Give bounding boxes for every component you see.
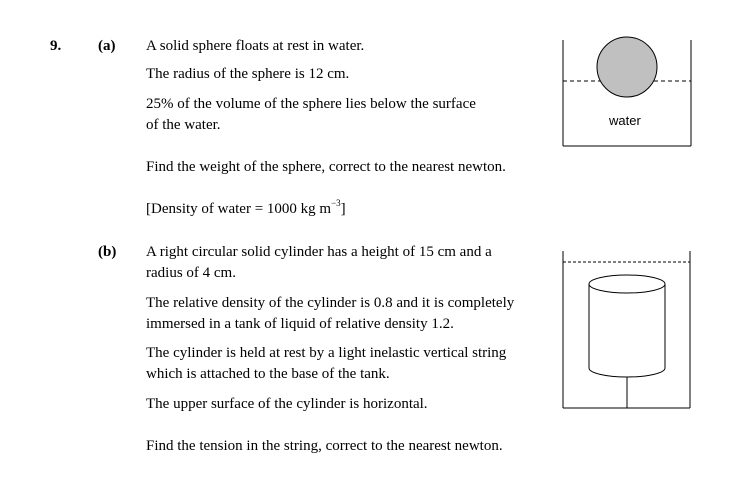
sphere: [597, 37, 657, 97]
water-label: water: [609, 113, 641, 128]
part-b-line-6: which is attached to the base of the tank.: [146, 366, 390, 382]
part-b-line-1: A right circular solid cylinder has a height of 15 cm and a: [146, 244, 492, 260]
part-a-line-3: 25% of the volume of the sphere lies below the surface: [146, 96, 476, 112]
cylinder-bottom: [589, 368, 665, 377]
part-a-line-1: A solid sphere floats at rest in water.: [146, 38, 365, 54]
part-a-question: Find the weight of the sphere, correct to the nearest newton.: [146, 159, 506, 175]
part-a-label: (a): [98, 38, 116, 54]
part-a-line-2: The radius of the sphere is 12 cm.: [146, 66, 350, 82]
part-a-line-4: of the water.: [146, 117, 221, 133]
question-number: 9.: [50, 38, 62, 54]
part-b-line-7: The upper surface of the cylinder is horizontal.: [146, 396, 428, 412]
part-b-line-4: immersed in a tank of liquid of relative density 1.2.: [146, 316, 454, 332]
part-b-line-3: The relative density of the cylinder is 0.8 and it is completely: [146, 295, 515, 311]
part-b-question: Find the tension in the string, correct to the nearest newton.: [146, 438, 503, 454]
density-note: [Density of water = 1000 kg $m^{-3}$]: [146, 198, 346, 217]
part-b-line-2: radius of 4 cm.: [146, 265, 236, 281]
part-b-line-5: The cylinder is held at rest by a light inelastic vertical string: [146, 345, 507, 361]
part-b-label: (b): [98, 244, 117, 260]
cylinder-top: [589, 275, 665, 293]
